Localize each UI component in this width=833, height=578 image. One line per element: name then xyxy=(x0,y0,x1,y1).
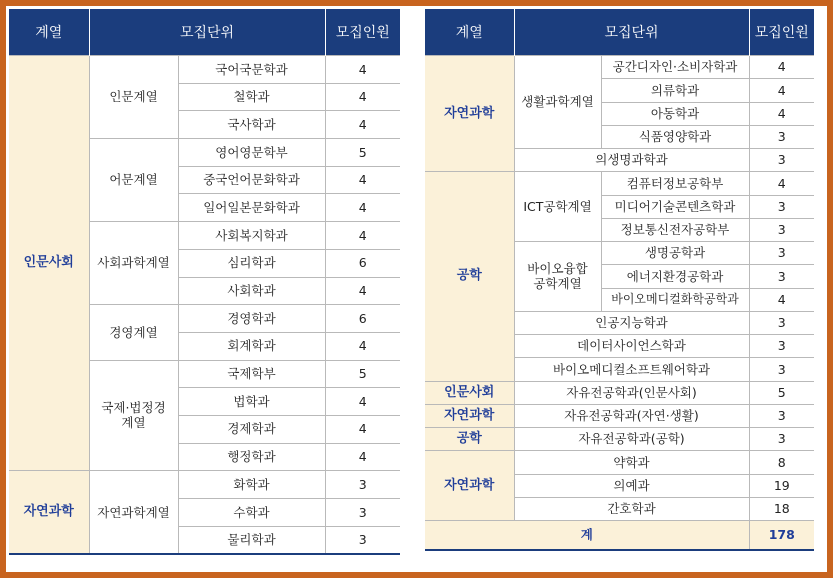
count-cell: 4 xyxy=(749,172,814,195)
count-cell: 3 xyxy=(749,311,814,334)
major-cell: 생명공학과 xyxy=(601,242,749,265)
count-cell: 3 xyxy=(325,526,400,554)
major-cell: 국제학부 xyxy=(178,360,325,388)
category-cell: 공학 xyxy=(425,428,514,451)
header-count: 모집인원 xyxy=(749,9,814,56)
count-cell: 3 xyxy=(749,242,814,265)
count-cell: 4 xyxy=(749,79,814,102)
count-cell: 4 xyxy=(749,288,814,311)
count-cell: 6 xyxy=(325,305,400,333)
count-cell: 18 xyxy=(749,497,814,520)
major-cell: 철학과 xyxy=(178,83,325,111)
header-unit: 모집단위 xyxy=(89,9,325,56)
count-cell: 4 xyxy=(325,388,400,416)
category-cell: 인문사회 xyxy=(425,381,514,404)
unit-cell: 의예과 xyxy=(514,474,749,497)
admission-table-right xyxy=(425,9,814,551)
major-cell: 경영학과 xyxy=(178,305,325,333)
header-count: 모집인원 xyxy=(325,9,400,56)
count-cell: 3 xyxy=(749,358,814,381)
total-count: 178 xyxy=(749,521,814,551)
count-cell: 3 xyxy=(749,218,814,241)
header-unit: 모집단위 xyxy=(514,9,749,56)
group-cell: 사회과학계열 xyxy=(89,222,178,305)
major-cell: 국사학과 xyxy=(178,111,325,139)
count-cell: 4 xyxy=(749,56,814,79)
category-cell: 공학 xyxy=(425,172,514,381)
major-cell: 에너지환경공학과 xyxy=(601,265,749,288)
count-cell: 3 xyxy=(749,125,814,148)
group-cell: 바이오융합 공학계열 xyxy=(514,242,601,312)
group-cell: 생활과학계열 xyxy=(514,56,601,149)
count-cell: 3 xyxy=(749,149,814,172)
major-cell: 영어영문학부 xyxy=(178,139,325,167)
count-cell: 4 xyxy=(749,102,814,125)
count-cell: 4 xyxy=(325,166,400,194)
unit-cell: 간호학과 xyxy=(514,497,749,520)
major-cell: 미디어기술콘텐츠학과 xyxy=(601,195,749,218)
unit-cell: 바이오메디컬소프트웨어학과 xyxy=(514,358,749,381)
major-cell: 식품영양학과 xyxy=(601,125,749,148)
group-cell: 국제·법정경 계열 xyxy=(89,360,178,471)
unit-cell: 데이터사이언스학과 xyxy=(514,335,749,358)
major-cell: 수학과 xyxy=(178,499,325,527)
major-cell: 회계학과 xyxy=(178,332,325,360)
major-cell: 심리학과 xyxy=(178,249,325,277)
major-cell: 아동학과 xyxy=(601,102,749,125)
major-cell: 화학과 xyxy=(178,471,325,499)
header-category: 계열 xyxy=(425,9,514,56)
count-cell: 5 xyxy=(325,360,400,388)
unit-cell: 자유전공학과(자연·생활) xyxy=(514,404,749,427)
major-cell: 의류학과 xyxy=(601,79,749,102)
count-cell: 4 xyxy=(325,277,400,305)
unit-cell: 자유전공학과(인문사회) xyxy=(514,381,749,404)
count-cell: 4 xyxy=(325,111,400,139)
unit-cell: 약학과 xyxy=(514,451,749,474)
count-cell: 4 xyxy=(325,194,400,222)
header-category: 계열 xyxy=(9,9,89,56)
group-cell: 자연과학계열 xyxy=(89,471,178,555)
major-cell: 일어일본문화학과 xyxy=(178,194,325,222)
count-cell: 6 xyxy=(325,249,400,277)
group-cell: ICT공학계열 xyxy=(514,172,601,242)
major-cell: 중국언어문화학과 xyxy=(178,166,325,194)
major-cell: 사회복지학과 xyxy=(178,222,325,250)
major-cell: 물리학과 xyxy=(178,526,325,554)
major-cell: 컴퓨터정보공학부 xyxy=(601,172,749,195)
group-cell: 어문계열 xyxy=(89,139,178,222)
count-cell: 4 xyxy=(325,332,400,360)
count-cell: 3 xyxy=(749,195,814,218)
count-cell: 3 xyxy=(749,335,814,358)
major-cell: 행정학과 xyxy=(178,443,325,471)
count-cell: 19 xyxy=(749,474,814,497)
count-cell: 4 xyxy=(325,83,400,111)
admission-table-left xyxy=(9,9,400,555)
major-cell: 바이오메디컬화학공학과 xyxy=(601,288,749,311)
unit-cell: 자유전공학과(공학) xyxy=(514,428,749,451)
major-cell: 정보통신전자공학부 xyxy=(601,218,749,241)
count-cell: 8 xyxy=(749,451,814,474)
count-cell: 5 xyxy=(325,139,400,167)
count-cell: 3 xyxy=(325,499,400,527)
count-cell: 3 xyxy=(749,265,814,288)
major-cell: 경제학과 xyxy=(178,415,325,443)
category-cell: 인문사회 xyxy=(9,56,89,471)
total-label: 계 xyxy=(425,521,749,551)
group-cell: 경영계열 xyxy=(89,305,178,360)
count-cell: 4 xyxy=(325,415,400,443)
major-cell: 법학과 xyxy=(178,388,325,416)
group-cell: 인문계열 xyxy=(89,56,178,139)
count-cell: 3 xyxy=(749,428,814,451)
count-cell: 4 xyxy=(325,222,400,250)
major-cell: 사회학과 xyxy=(178,277,325,305)
category-cell: 자연과학 xyxy=(425,404,514,427)
major-cell: 국어국문학과 xyxy=(178,56,325,84)
category-cell: 자연과학 xyxy=(425,56,514,172)
count-cell: 4 xyxy=(325,56,400,84)
count-cell: 4 xyxy=(325,443,400,471)
major-cell: 공간디자인·소비자학과 xyxy=(601,56,749,79)
unit-cell: 인공지능학과 xyxy=(514,311,749,334)
count-cell: 3 xyxy=(325,471,400,499)
count-cell: 3 xyxy=(749,404,814,427)
unit-cell: 의생명과학과 xyxy=(514,149,749,172)
count-cell: 5 xyxy=(749,381,814,404)
category-cell: 자연과학 xyxy=(425,451,514,521)
category-cell: 자연과학 xyxy=(9,471,89,555)
